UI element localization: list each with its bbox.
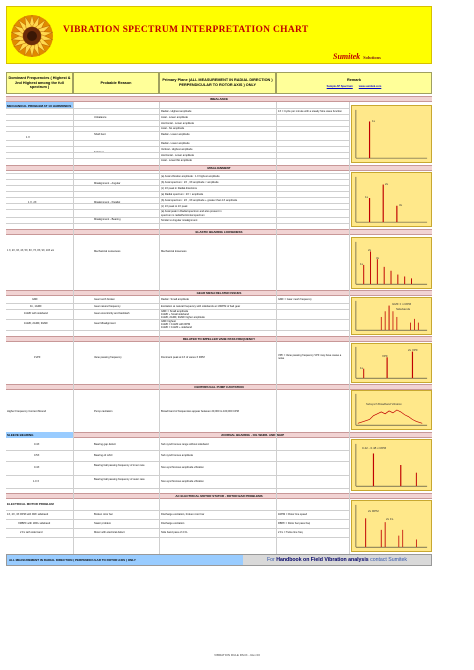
journal-reason-3: Bearing ball passing frequency of outer race — [94, 478, 145, 481]
elec-plane-0: Discharge excitation, broken rotor bar — [161, 513, 205, 516]
gear-plane-3: 1GMF + Small sideband — [161, 313, 189, 316]
content-grid — [6, 96, 432, 566]
section-vane: RELATED TO IMPELLER VANE PASS FREQUENCY — [6, 336, 432, 342]
vane-remark: VPF = Vane passing frequency VPF may have cause a noise — [278, 354, 342, 361]
spectrum-mis-label-0: 1x — [365, 195, 369, 199]
col-plane: Primary Plane (ALL MEASUREMENT IN RADIAL DIRECTION ) PERPENDICULAR TO ROTOR AXIS ) ONLY — [159, 72, 276, 94]
elec-reason-1: Stator problem — [94, 522, 112, 525]
spectrum-unbalance — [351, 105, 432, 163]
journal-reason-1: Bearing oil whirl — [94, 454, 113, 457]
elec-freq-0: 1X, 2X, 3X RPM with FRF sideband — [7, 513, 49, 516]
col-remark-title: Remark — [347, 78, 361, 83]
elec-freq-1: XRBPF with 1RFL sideband — [18, 522, 51, 525]
journal-plane-0: Sub synchronous range without sideband — [161, 443, 209, 446]
unbalance-plane-4: Radial - Lower amplitude — [161, 133, 190, 136]
spectrum-misalignment — [351, 172, 432, 227]
journal-reason-0: Bearing gap defect — [94, 443, 116, 446]
spectrum-loose-label-1: 2x — [368, 248, 372, 252]
gear-reason-0: Gear tooth broken — [94, 298, 115, 301]
gear-plane-4: 1GMF, 2GMF, 3GMF higher amplitude — [161, 316, 205, 319]
loose-reason: Mechanical Looseness — [94, 250, 121, 253]
unbalance-plane-2: Horizontal - Lower amplitude — [161, 122, 195, 125]
unbalance-plane-3: Axial - No amplitude — [161, 127, 185, 130]
journal-plane-3: Non-synchronous amplitude vibration — [161, 480, 204, 483]
journal-freq-2: 0.4X — [34, 466, 40, 469]
spectrum-journal — [351, 439, 432, 491]
cav-plane: Broad band of frequencies appear between 20,000 to 100,000 CPM — [161, 410, 239, 413]
section-journal: JOURNAL BEARING - OIL WHIRL AND WHIP — [73, 432, 432, 438]
mis-plane-2: (c) 1X peak in Radial directions — [161, 187, 197, 190]
spectrum-elec-label-0: 2x RPM — [368, 509, 379, 513]
mis-plane-6: (a) Axial peak in Radial spectrum and also present in — [161, 210, 222, 213]
section-unbalance: IMBALANCE — [6, 96, 432, 102]
gear-plane-2: GMF = Small amplitude — [161, 310, 189, 313]
section-electrical: AC ELECTRICAL MOTOR STATOR - ROTOR BAR PROBLEMS — [6, 493, 432, 499]
mis-plane-8: Similar to Angular misalignment — [161, 219, 198, 222]
elec-remark-0: 1RPM = Rotor line speed — [278, 513, 308, 516]
journal-freq-0: 0.4X — [34, 443, 40, 446]
brand-primary: Sumitek — [333, 52, 361, 61]
elec-plane-2: Side band pass of 2 FL — [161, 531, 188, 534]
gear-freq-0: GMF — [32, 298, 38, 301]
mech-problem-label: MECHANICAL PROBLEM AT 1X HARMONICS — [7, 103, 72, 108]
gear-freq-3: 1GMF, 2GMF, 3GMF — [24, 322, 48, 325]
mis-reason-1: Misalignment - Parallel — [94, 201, 121, 204]
gear-freq-2: 1GMF with sideband — [24, 312, 48, 315]
unbalance-plane-6: Vertical - Highest amplitude — [161, 148, 193, 151]
gear-reason-2: Gear eccentricity and backlash — [94, 312, 130, 315]
handbook-promo — [243, 557, 431, 563]
spectrum-gear-label-0: GMF ± n RPM — [392, 302, 412, 306]
section-gear: GEAR MESH RELATED ISSUES — [6, 290, 432, 296]
unbalance-plane-5: Radial - Lower amplitude — [161, 142, 190, 145]
gear-plane-6: 1GMF = 1GMF with RPM — [161, 323, 191, 326]
section-misalignment: MISALIGNMENT — [6, 165, 432, 171]
mis-plane-1: (b) Axial spectrum : 2X , 3X amplitude < amplitude — [161, 181, 219, 184]
title-bar — [6, 6, 432, 64]
spectrum-vane-label-0: 1x — [360, 366, 364, 370]
gear-reason-1: Gear natural frequency — [94, 305, 121, 308]
unbalance-reason-1: Shaft bent — [94, 133, 106, 136]
elec-remark-2: 2 FL = Twice line freq — [278, 531, 303, 534]
unbalance-plane-8: Axial - Lower/No amplitude — [161, 159, 192, 162]
bottom-bar — [6, 554, 432, 566]
gear-remark: GMF = Gear mesh frequency — [278, 298, 312, 301]
spectrum-journal-label: 0.42 - 0.48 x RPM — [362, 446, 387, 450]
vane-reason: Vane passing frequency — [94, 356, 122, 359]
mis-plane-7: spectrum is radial/horizontal spectrum — [161, 214, 205, 217]
gear-plane-7: 1GMF = 1GMF + sideband — [161, 326, 192, 329]
spectrum-looseness — [351, 237, 432, 289]
spectrum-gear-label-1: Sidebands — [396, 307, 411, 311]
cav-freq: Higher Frequency Content Mound — [7, 410, 47, 413]
spectrum-loose-label-2: 3x — [376, 256, 380, 260]
spectrum-electrical — [351, 500, 432, 552]
brand-suffix: Solutions — [363, 55, 381, 60]
elec-remark-1: RBPF = Rotor bar pass freq — [278, 522, 311, 525]
website-link[interactable]: www.sumitek.com — [358, 84, 382, 88]
loose-freq: 1 X, 2X, 3X, 4X, 5X, 6X, 7X, 8X, 9X, 10X etc — [7, 249, 55, 252]
sample-spectrum-link[interactable]: Sample AP Spectrum — [326, 84, 353, 88]
spectrum-cav-label: Subsynch Broadband Vibration — [366, 403, 402, 406]
unbalance-reason-0: Unbalance — [94, 116, 107, 119]
vane-freq: 1VPF — [34, 356, 41, 359]
journal-plane-1: Sub synchronous amplitude — [161, 454, 194, 457]
gear-plane-0: Radial : Small amplitude — [161, 298, 189, 301]
mis-reason-0: Misalignment - Angular — [94, 182, 121, 185]
brand-name — [333, 52, 381, 61]
journal-freq-1: 0.5X — [34, 454, 40, 457]
spectrum-cavitation — [351, 390, 432, 430]
mis-plane-4: (b) Axial spectrum : 2X , 3X amplitude + greater than 1X amplitude — [161, 199, 238, 202]
vane-plane: Dominant peak at 1X of vanes X RPM — [161, 356, 205, 359]
journal-reason-2: Bearing ball passing frequency of inner race — [94, 464, 145, 467]
spectrum-mis-label-2: 3x — [399, 203, 403, 207]
elec-reason-0: Broken rotor bar — [94, 513, 113, 516]
page-title: VIBRATION SPECTRUM INTERPRETATION CHART — [63, 25, 309, 35]
elec-freq-2: 2 FL with side band — [20, 531, 43, 534]
unbalance-remark: 1X = Cycle per minute with a steady Sine wave function — [278, 110, 342, 113]
col-dominant: Dominant Frequencies ( Highest & 2nd Highest among the full spectrum ) — [6, 72, 73, 94]
mis-reason-2: Misalignment - Bearing — [94, 218, 121, 221]
mis-plane-5: (c) 1X peak to 1X peak — [161, 205, 188, 208]
gear-reason-3: Gear Misalignment — [94, 322, 116, 325]
spectrum-vane-label-2: 2x VPF — [408, 348, 418, 352]
journal-plane-2: Non-synchronous amplitude vibration — [161, 466, 204, 469]
unbalance-plane-7: Horizontal - Lower amplitude — [161, 154, 195, 157]
handbook-suffix: contact Sumitek — [370, 557, 408, 563]
gear-plane-5: GMF highest — [161, 320, 176, 323]
spectrum-vane-label-1: VPF — [382, 354, 388, 358]
column-header-row — [6, 68, 432, 94]
handbook-prefix: For — [266, 557, 275, 563]
section-looseness: ELASTIC BEARING LOOSENESS — [6, 229, 432, 235]
page-footer: VIBRATION RULE PACK - Rev 00 — [214, 653, 260, 657]
spectrum-loose-label-0: 1x — [360, 262, 364, 266]
unbalance-freq: 1 X — [26, 136, 30, 139]
spectrum-elec-label-1: 2x FL — [386, 517, 394, 521]
col-remark — [276, 72, 432, 94]
handbook-title: Handbook on Field Vibration analysis — [276, 557, 369, 563]
mis-freq: 1 X, 2X — [28, 201, 37, 204]
col-reason: Probable Reason — [73, 72, 159, 94]
unbalance-plane-0: Radial - Highest amplitude — [161, 110, 192, 113]
mis-plane-0: (a) Axial vibration amplitude : 1.0 highest amplitude — [161, 175, 220, 178]
spectrum-unbalance-label: 1x — [372, 119, 376, 123]
unbalance-plane-1: Axial - Lower amplitude — [161, 116, 188, 119]
journal-freq-3: 1.0 X — [33, 480, 40, 483]
mis-plane-3: (a) Radial spectrum : 2X > amplitude — [161, 193, 204, 196]
cav-reason: Pump cavitation — [94, 410, 113, 413]
section-cavitation: CENTRIFUGAL PUMP CAVITATION — [6, 384, 432, 390]
elec-plane-1: Discharge excitation — [161, 522, 185, 525]
loose-plane: Mechanical looseness — [161, 250, 187, 253]
electrical-label: ELECTRICAL MOTOR PROBLEM — [7, 502, 54, 506]
sunflower-logo-icon — [9, 13, 55, 59]
spectrum-gear — [351, 297, 432, 335]
gear-plane-1: Excitation at natural frequency with sidebands at 1XRPM of bad gear — [161, 305, 241, 308]
spectrum-vane — [351, 343, 432, 383]
elec-reason-2: Motor with electrical defect — [94, 531, 125, 534]
gear-freq-1: Fn, 1GMF — [30, 305, 42, 308]
spectrum-mis-label-1: 2x — [385, 182, 389, 186]
bottom-bar-note: ALL MEASUREMENT IN RADIAL DIRECTION ( PERPENDICULAR TO ROTOR AXIS ) ONLY — [7, 555, 243, 565]
sleeve-bearing-label: SLEEVE BEARING — [6, 432, 73, 438]
unbalance-reason-2: Soft foot — [94, 151, 104, 154]
